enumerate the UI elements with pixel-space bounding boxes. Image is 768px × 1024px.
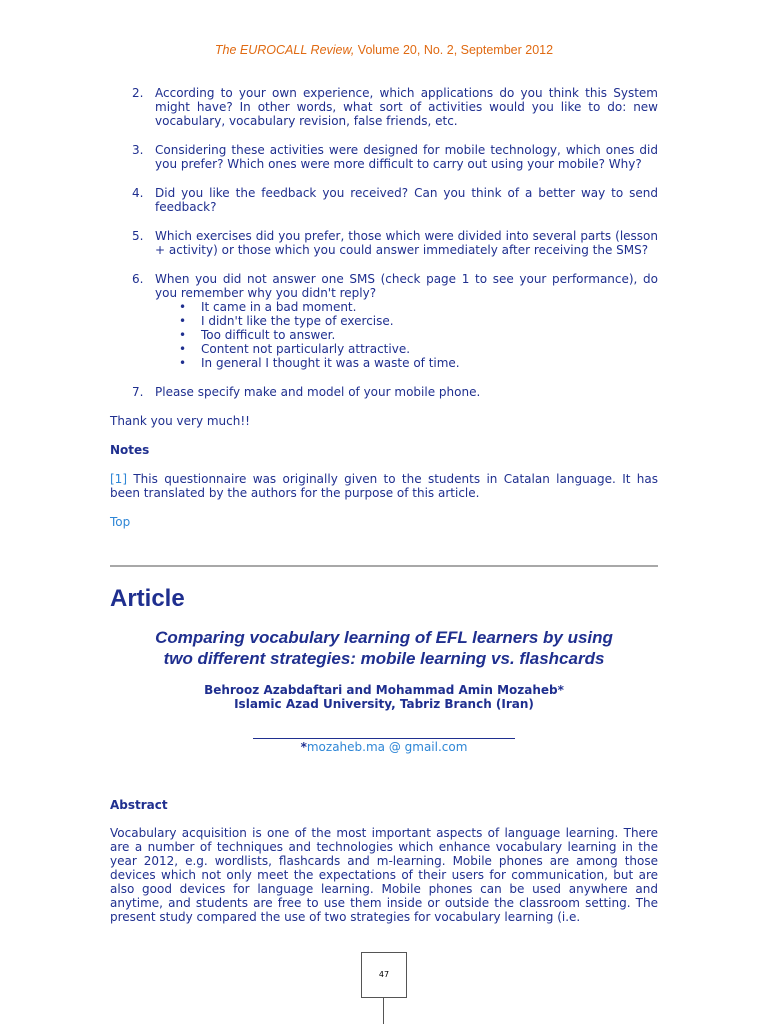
email-link[interactable]: mozaheb.ma @ gmail.com (306, 740, 468, 754)
question-text: Which exercises did you prefer, those which were divided into several parts (lesson + activity) or those which you could answer immediately after receiving the SMS? (155, 229, 658, 257)
list-item (179, 342, 658, 356)
question-number: 5. (132, 229, 144, 243)
note-paragraph (110, 472, 658, 500)
author-names: Behrooz Azabdaftari and Mohammad Amin Mozaheb* (204, 683, 564, 697)
article-title (110, 627, 658, 669)
question-item (110, 186, 658, 214)
reason-text: In general I thought it was a waste of time. (201, 356, 460, 370)
author-affiliation: Islamic Azad University, Tabriz Branch (Iran) (234, 697, 534, 711)
thanks-text: Thank you very much!! (110, 414, 250, 428)
running-header (0, 43, 768, 57)
question-item (110, 229, 658, 257)
question-text: Did you like the feedback you received? Can you think of a better way to send feedback? (155, 186, 658, 214)
list-item (179, 300, 658, 314)
article-title-line: Comparing vocabulary learning of EFL learners by using (155, 628, 613, 647)
list-item (179, 356, 658, 370)
question-item (110, 385, 658, 399)
section-divider (110, 565, 658, 567)
question-text: Please specify make and model of your mobile phone. (155, 385, 481, 399)
email-separator (253, 738, 515, 739)
note-ref-link[interactable]: [1] (110, 472, 127, 486)
reason-list (155, 300, 658, 370)
abstract-text: Vocabulary acquisition is one of the most important aspects of language learning. There are a number of techniques and technologies which enhance vocabulary learning in the year 2012, e.g. wordlists, flashcards and m-learning. Mobile phones are among those devices which not only meet the expectations of their users for communication, but are also good devices for language learning. Mobile phones can be used anywhere and anytime, and students are free to use them inside or outside the classroom setting. The present study compared the use of two strategies for vocabulary learning (i.e. (110, 826, 658, 924)
reason-text: I didn't like the type of exercise. (201, 314, 394, 328)
journal-issue: Volume 20, No. 2, September 2012 (354, 43, 554, 57)
footnote-marker: * (300, 740, 307, 754)
question-item (110, 143, 658, 171)
bullet-icon: • (179, 342, 187, 356)
reason-text: It came in a bad moment. (201, 300, 357, 314)
reason-text: Content not particularly attractive. (201, 342, 411, 356)
bullet-icon: • (179, 328, 187, 342)
notes-heading: Notes (110, 443, 150, 457)
article-title-line: two different strategies: mobile learning vs. flashcards (163, 649, 605, 668)
contact-email (110, 740, 658, 754)
question-number: 3. (132, 143, 144, 157)
question-text: When you did not answer one SMS (check page 1 to see your performance), do you remember why you didn't reply? (155, 272, 658, 300)
top-link[interactable]: Top (110, 515, 131, 529)
top-link-row (110, 515, 658, 529)
page-number: 47 (361, 952, 407, 998)
note-text: This questionnaire was originally given to the students in Catalan language. It has been translated by the authors for the purpose of this article. (110, 472, 658, 500)
question-number: 7. (132, 385, 144, 399)
reason-text: Too difficult to answer. (201, 328, 336, 342)
abstract-heading: Abstract (110, 798, 168, 812)
page-number-stem (383, 997, 384, 1024)
question-item (110, 86, 658, 128)
list-item (179, 314, 658, 328)
list-item (179, 328, 658, 342)
question-item (110, 272, 658, 370)
bullet-icon: • (179, 356, 187, 370)
questionnaire-section (110, 86, 658, 544)
journal-name: The EUROCALL Review, (214, 43, 355, 57)
question-number: 2. (132, 86, 144, 100)
author-block (110, 683, 658, 711)
bullet-icon: • (179, 314, 187, 328)
question-text: According to your own experience, which applications do you think this System might have? In other words, what sort of activities would you like to do: new vocabulary, vocabulary revision, false friends, etc. (155, 86, 658, 128)
question-number: 4. (132, 186, 144, 200)
bullet-icon: • (179, 300, 187, 314)
question-text: Considering these activities were designed for mobile technology, which ones did you prefer? Which ones were more difficult to carry out using your mobile? Why? (155, 143, 658, 171)
section-heading: Article (110, 585, 185, 612)
question-number: 6. (132, 272, 144, 286)
